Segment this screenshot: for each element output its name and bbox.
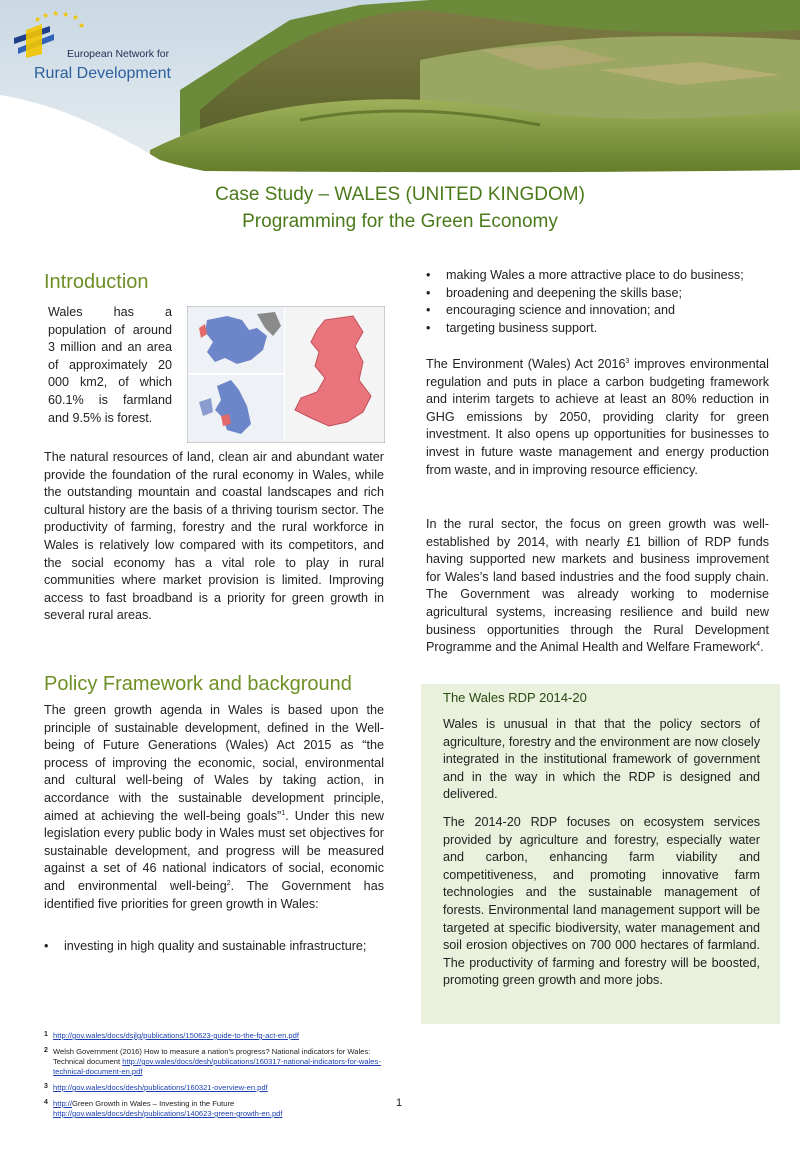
wales-location-map <box>187 306 385 443</box>
footnote-link[interactable]: http:// <box>53 1099 72 1108</box>
rdp-box-paragraph-1: Wales is unusual in that that the policy sectors of agriculture, forestry and the environment are now closely integrated in the institutional framework of government and in the way in which the RDP is designed and delivered. <box>443 717 760 802</box>
page-title: Case Study – WALES (UNITED KINGDOM) <box>215 184 585 205</box>
svg-text:★: ★ <box>52 9 60 18</box>
rdp-info-box <box>421 684 780 1024</box>
logo-line1: European Network for <box>67 48 170 60</box>
rdp-box-title: The Wales RDP 2014-20 <box>443 690 587 705</box>
svg-text:★: ★ <box>72 13 80 22</box>
list-item: • broadening and deepening the skills base; <box>426 285 682 300</box>
footnote: 1 http://gov.wales/docs/dsjlg/publications/150623-guide-to-the-fg-act-en.pdf <box>44 1031 299 1040</box>
list-item: • encouraging science and innovation; and <box>426 303 675 318</box>
svg-text:★: ★ <box>42 11 50 20</box>
logo-line2: Rural Development <box>34 65 171 82</box>
rdp-box-paragraph-2: The 2014-20 RDP focuses on ecosystem services provided by agriculture and forestry, especially water and carbon, enhancing farm viability and competitiveness, and promoting innovative farm technologies and the sustainable management of forests. Environmental land management support will be targeted at specific biodiversity, water management and soil erosion objectives on 700 000 hectares of farmland. The productivity of farming and forestry will be boosted, promoting green growth and more jobs. <box>443 815 760 988</box>
footnote-link[interactable]: http://gov.wales/docs/desh/publications/140623-green-growth-en.pdf <box>53 1109 283 1118</box>
policy-heading: Policy Framework and background <box>44 673 352 695</box>
svg-text:★: ★ <box>34 15 42 24</box>
rural-sector-paragraph: In the rural sector, the focus on green growth was well-established by 2014, with nearly £1 billion of RDP funds having supported new markets and business improvement for Wales’s land based industries and the food supply chain. The Government was already working to modernise agricultural systems, increasing resilience and build new business opportunities through the Rural Development Programme and the Animal Health and Welfare Framework$^4$. <box>426 517 769 655</box>
priority-list-right <box>426 267 769 337</box>
footnote-link[interactable]: http://gov.wales/docs/desh/publications/160321-overview-en.pdf <box>53 1083 268 1092</box>
intro-paragraph-2: The natural resources of land, clean air and abundant water provide the foundation of the rural economy in Wales, while the outstanding mountain and coastal landscapes and rich cultural history are the basis of a thriving tourism sector. The productivity of farming, forestry and the rural workforce in Wales is relatively low compared with its competitors, and the social economy has a vital role to play in rural communities where market provision is limited. Improving access to fast broadband is a priority for green growth in several rural areas. <box>44 450 384 623</box>
introduction-heading: Introduction <box>44 271 149 293</box>
footnote: 4 http://Green Growth in Wales – Investing in the Future http://gov.wales/docs/desh/publications/140623-green-growth-en.pdf <box>44 1099 283 1118</box>
intro-paragraph-1: Wales has a population of around 3 million and an area of approximately 20 000 km2, of which 60.1% is farmland and 9.5% is forest. <box>48 305 172 425</box>
enrd-logo <box>12 8 182 82</box>
footnote-link[interactable]: http://gov.wales/docs/dsjlg/publications/150623-guide-to-the-fg-act-en.pdf <box>53 1031 299 1040</box>
list-item: • making Wales a more attractive place to do business; <box>426 268 744 282</box>
page-number: 1 <box>396 1097 403 1109</box>
svg-text:★: ★ <box>62 10 70 19</box>
page-subtitle: Programming for the Green Economy <box>242 211 558 232</box>
footnotes <box>44 1031 384 1125</box>
svg-text:★: ★ <box>78 21 86 30</box>
environment-act-paragraph: The Environment (Wales) Act 2016$^3$ improves environmental regulation and puts in place a carbon budgeting framework and interim targets to achieve at least an 80% reduction in GHG emissions by 2050, providing clarity for green investment. It also opens up opportunities for businesses to invest in future waste management and energy production from waste, and in improving resource efficiency. <box>426 357 769 477</box>
list-item: • targeting business support. <box>426 320 598 335</box>
footnote: 2 Welsh Government (2016) How to measure a nation’s progress? National indicators for Wales: Technical document http://gov.wales/docs/desh/publications/160317-national-indicators-for-wales-technical-document-en.pdf <box>44 1047 381 1076</box>
priority-list-left <box>44 938 384 956</box>
policy-paragraph: The green growth agenda in Wales is based upon the principle of sustainable development, defined in the Well-being of Future Generations (Wales) Act 2015 as “the process of improving the economic, social, environmental and cultural well-being of Wales by taking action, in accordance with the sustainable development principle, aimed at achieving the well-being goals”$^1$. Under this new legislation every public body in Wales must set objectives for sustainable development, and progress will be measured against a set of 46 national indicators of social, economic and environmental well-being$^2$. The Government has identified five priorities for green growth in Wales: <box>44 703 384 911</box>
footnote: 3 http://gov.wales/docs/desh/publications/160321-overview-en.pdf <box>44 1083 268 1092</box>
footnote-link[interactable]: http://gov.wales/docs/desh/publications/160317-national-indicators-for-wales-technical-document-en.pdf <box>53 1057 381 1076</box>
list-item: • investing in high quality and sustainable infrastructure; <box>44 939 367 953</box>
